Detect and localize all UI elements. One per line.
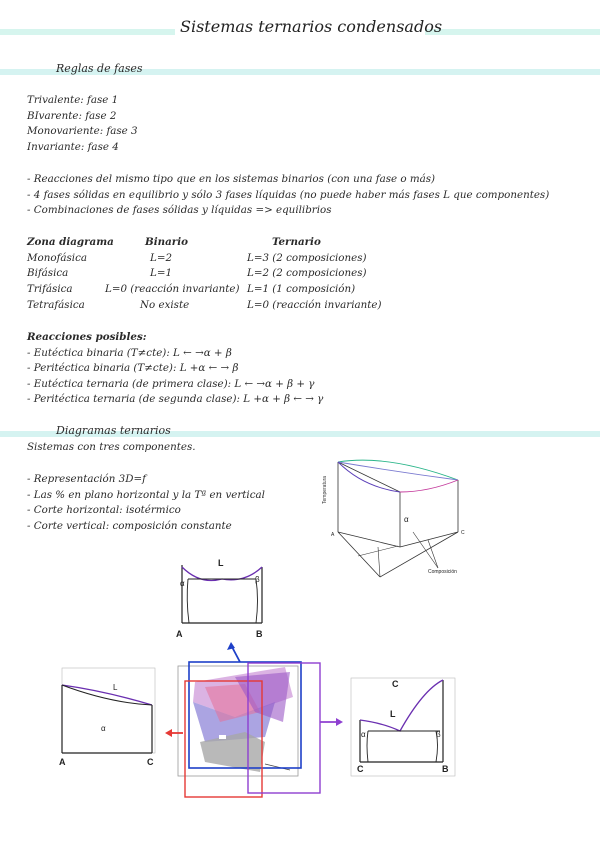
solidus-curve xyxy=(62,685,152,705)
phase-label: α xyxy=(404,515,409,524)
phase-label: α xyxy=(361,730,366,739)
page-title xyxy=(0,14,600,44)
liquidus-curve xyxy=(62,685,152,705)
phase-rule: Trivalente: fase 1 xyxy=(27,94,119,106)
peritectic-section-figure xyxy=(348,675,458,780)
phase-rule: Invariante: fase 4 xyxy=(27,140,119,153)
section-header-phase-rules xyxy=(0,62,600,79)
marker xyxy=(219,735,226,739)
bullet-list xyxy=(27,472,265,534)
table-cell: L=2 (2 composiciones) xyxy=(247,267,367,279)
bullet-item: - Corte horizontal: isotérmico xyxy=(27,504,181,517)
arrow-head xyxy=(336,718,343,726)
isomorphous-section-figure xyxy=(55,665,165,770)
corner-label: C xyxy=(147,757,154,767)
liquidus-curve xyxy=(338,460,458,480)
title-highlight-right xyxy=(425,29,600,35)
reaction-item: - Eutéctica binaria (T≠cte): L ← →α + β xyxy=(27,346,232,359)
axis-label: Temperatura xyxy=(322,475,328,504)
phase-rule: Monovariente: fase 3 xyxy=(27,125,138,138)
solvus-curve xyxy=(187,579,189,623)
phase-rule: BIvarente: fase 2 xyxy=(27,109,117,122)
table-cell: Monofásica xyxy=(27,252,88,264)
bullet-item: - Corte vertical: composición constante xyxy=(27,519,232,532)
table-cell: Trifásica xyxy=(27,283,73,295)
composition-line xyxy=(378,547,380,577)
binary-section-figure xyxy=(170,555,280,645)
table-cell: Tetrafásica xyxy=(27,299,85,311)
reaction-item: - Peritéctica binaria (T≠cte): L +α ← → β xyxy=(27,362,239,375)
table-cell: Bifásica xyxy=(27,267,69,279)
solvus-curve xyxy=(256,579,258,623)
pointer-line xyxy=(413,532,438,568)
corner-label: A xyxy=(331,532,335,538)
reactions-block xyxy=(27,330,323,408)
ternary-prism-figure xyxy=(318,452,468,582)
intro-text: Sistemas con tres componentes. xyxy=(27,441,196,453)
phase-label: β xyxy=(436,730,441,739)
phase-rules-list xyxy=(27,93,138,155)
liquidus-curve xyxy=(400,480,458,492)
phase-label: β xyxy=(255,575,260,584)
title-text: Sistemas ternarios condensados xyxy=(180,17,443,36)
corner-label: B xyxy=(442,764,449,774)
section-header-ternary-diagrams xyxy=(0,424,600,441)
table-header: Ternario xyxy=(272,236,321,248)
table-header: Zona diagrama xyxy=(27,236,114,248)
corner-label: B xyxy=(256,629,263,639)
corner-label: C xyxy=(392,679,399,689)
corner-label: A xyxy=(176,629,183,639)
corner-label: A xyxy=(59,757,66,767)
phase-label: α xyxy=(180,579,185,588)
solvus-curve xyxy=(367,731,368,762)
section-title: Diagramas ternarios xyxy=(56,424,171,437)
corner-label: C xyxy=(357,764,364,774)
title-highlight-left xyxy=(0,29,175,35)
bullet-item: - Las % en plano horizontal y la Tª en vertical xyxy=(27,488,265,501)
note-item: - 4 fases sólidas en equilibrio y sólo 3 fases líquidas (no puede haber más fases L que componentes) xyxy=(27,188,550,201)
note-item: - Reacciones del mismo tipo que en los sistemas binarios (con una fase o más) xyxy=(27,173,436,185)
notes-list xyxy=(27,172,549,219)
table-cell: L=2 xyxy=(150,252,173,264)
arrow-head xyxy=(165,729,172,737)
phase-label: L xyxy=(218,558,224,568)
bullet-item: - Representación 3D=f xyxy=(27,473,146,485)
reactions-title: Reacciones posibles: xyxy=(27,331,147,343)
table-cell: L=3 (2 composiciones) xyxy=(247,252,367,264)
corner-label: C xyxy=(461,530,465,536)
table-cell: L=0 (reacción invariante) xyxy=(105,283,240,295)
table-cell: L=1 xyxy=(150,267,173,279)
phase-label: α xyxy=(101,724,106,733)
table-cell: L=0 (reacción invariante) xyxy=(247,299,382,311)
table-cell: L=1 (1 composición) xyxy=(247,283,356,295)
section-title: Reglas de fases xyxy=(56,62,143,75)
table-cell: No existe xyxy=(140,299,190,311)
table-header: Binario xyxy=(145,236,188,248)
note-item: - Combinaciones de fases sólidas y líquidas => equilibrios xyxy=(27,204,332,217)
phase-label: L xyxy=(113,683,118,692)
phase-label: L xyxy=(390,709,396,719)
reaction-item: - Peritéctica ternaria (de segunda clase): L +α + β ← → γ xyxy=(27,393,324,406)
reaction-item: - Eutéctica ternaria (de primera clase): L ← →α + β + γ xyxy=(27,377,315,390)
liquidus-curve xyxy=(360,680,443,731)
ternary-3d-diagram xyxy=(165,642,345,802)
composition-label: Composición xyxy=(428,569,457,575)
